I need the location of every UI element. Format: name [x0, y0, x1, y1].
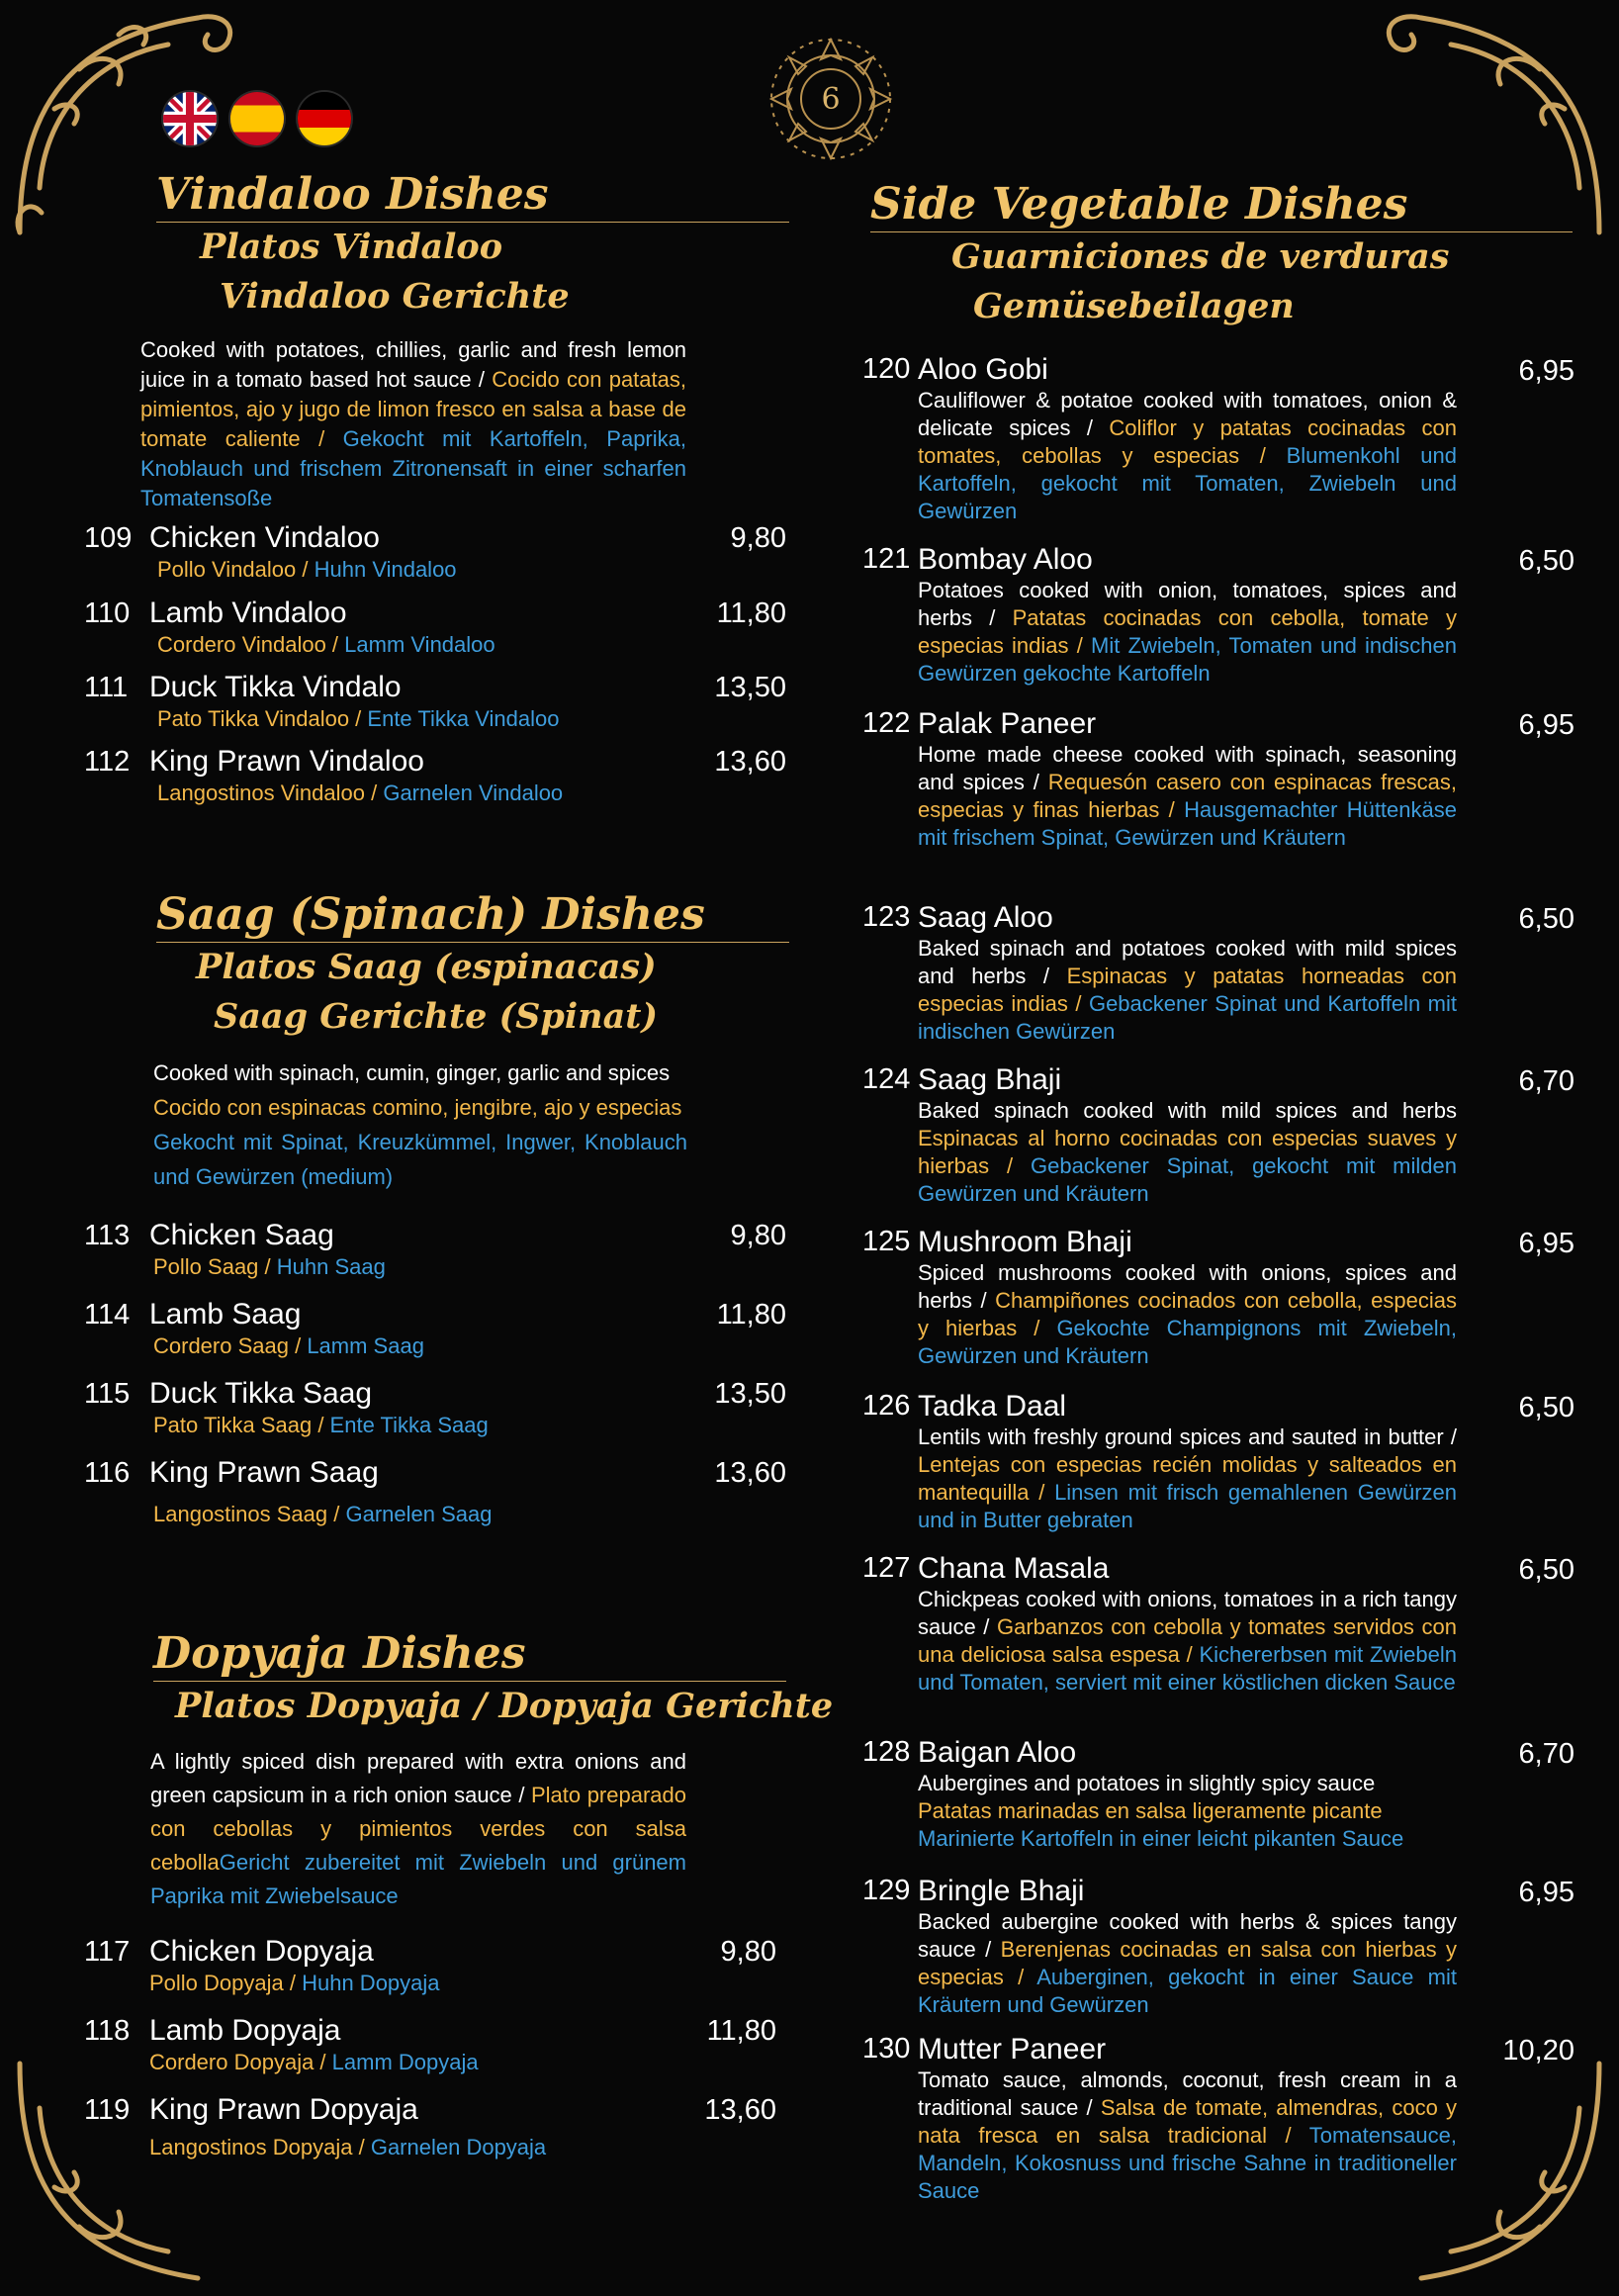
- item-name: Duck Tikka Saag: [149, 1377, 373, 1410]
- item-number: 126: [862, 1390, 911, 1422]
- menu-item[interactable]: [84, 521, 786, 597]
- item-translation: Langostinos Vindaloo / Garnelen Vindaloo: [157, 781, 564, 805]
- section-subtitle-de: Saag Gerichte (Spinat): [214, 996, 659, 1037]
- item-name: Chicken Saag: [149, 1219, 334, 1251]
- item-price: 6,95: [1518, 1877, 1574, 1908]
- menu-item[interactable]: [84, 2093, 786, 2178]
- item-translation: Cordero Dopyaja / Lamm Dopyaja: [149, 2050, 479, 2074]
- item-translation: Cordero Saag / Lamm Saag: [153, 1333, 424, 1358]
- menu-item[interactable]: [862, 1063, 1574, 1226]
- section-subtitle-de: Gemüsebeilagen: [973, 286, 1295, 326]
- item-number: 117: [84, 1936, 131, 1968]
- item-translation: Pollo Vindaloo / Huhn Vindaloo: [157, 557, 457, 582]
- item-description: Baked spinach cooked with mild spices and herbs Espinacas al horno cocinadas con especias suaves y hierbas / Gebackener Spinat, gekocht mit milden Gewürzen und Kräutern: [918, 1098, 1457, 1206]
- item-price: 6,50: [1518, 1392, 1574, 1424]
- item-number: 114: [84, 1299, 131, 1331]
- item-number: 128: [862, 1736, 911, 1768]
- menu-item[interactable]: [862, 2033, 1574, 2201]
- item-description: Home made cheese cooked with spinach, seasoning and spices / Requesón casero con espinacas frescas, especias y finas hierbas / Hausgemachter Hüttenkäse mit frischem Spinat, Gewürzen und Kräutern: [918, 742, 1457, 850]
- item-translation: Langostinos Saag / Garnelen Saag: [153, 1502, 493, 1526]
- item-description: Tomato sauce, almonds, coconut, fresh cream in a traditional sauce / Salsa de tomate, almendras, coco y nata fresca en salsa tradicional / Tomatensauce, Mandeln, Kokosnuss und frische Sahne in traditioneller Sauce: [918, 2067, 1458, 2203]
- item-name: Chicken Vindaloo: [149, 521, 380, 554]
- item-name: Lamb Saag: [149, 1298, 302, 1331]
- item-price: 13,60: [704, 2094, 776, 2126]
- item-name: Saag Aloo: [918, 901, 1053, 934]
- menu-item[interactable]: [862, 707, 1574, 901]
- item-number: 130: [862, 2033, 911, 2065]
- item-description: Lentils with freshly ground spices and sauted in butter / Lentejas con especias recién molidas y salteados en mantequilla / Linsen mit frisch gemahlenen Gewürzen und in Butter gebraten: [918, 1424, 1457, 1532]
- dopyaja-section: [84, 1628, 834, 1913]
- item-number: 118: [84, 2015, 131, 2047]
- germany-flag-icon[interactable]: [298, 92, 351, 145]
- item-description: Chickpeas cooked with onions, tomatoes in a rich tangy sauce / Garbanzos con cebolla y tomates servidos con una deliciosa salsa espesa / Kichererbsen mit Zwiebeln und Tomaten, serviert mit einer köstlichen dicken Sauce: [918, 1587, 1457, 1695]
- menu-item[interactable]: [84, 1456, 786, 1541]
- item-price: 9,80: [730, 1220, 786, 1251]
- menu-item[interactable]: [84, 1219, 786, 1298]
- section-title: Dopyaja Dishes: [153, 1628, 526, 1679]
- item-price: 6,95: [1518, 355, 1574, 387]
- section-description: Cooked with potatoes, chillies, garlic and fresh lemon juice in a tomato based hot sauce / Cocido con patatas, pimientos, ajo y jugo de limon fresco en salsa a base de tomate caliente / Gekocht mit Kartoffeln, Paprika, Knoblauch und frischem Zitronensaft in einer scharfen Tomatensoße: [140, 337, 686, 510]
- item-name: Lamb Dopyaja: [149, 2014, 341, 2047]
- item-name: Chicken Dopyaja: [149, 1935, 374, 1968]
- page-number-medallion: [757, 25, 905, 173]
- item-name: Palak Paneer: [918, 707, 1097, 740]
- menu-item[interactable]: [84, 597, 786, 671]
- saag-section: [84, 890, 786, 1194]
- item-name: Tadka Daal: [918, 1390, 1067, 1423]
- section-subtitle: Platos Dopyaja / Dopyaja Gerichte: [175, 1686, 834, 1726]
- item-number: 111: [84, 672, 129, 703]
- menu-item[interactable]: [84, 2014, 786, 2093]
- menu-item[interactable]: [84, 1935, 786, 2014]
- item-price: 13,50: [714, 1378, 786, 1410]
- item-price: 9,80: [730, 522, 786, 554]
- item-name: Duck Tikka Vindalo: [149, 671, 402, 703]
- item-name: Bringle Bhaji: [918, 1875, 1085, 1907]
- item-price: 13,60: [714, 746, 786, 778]
- menu-item[interactable]: [84, 1377, 786, 1456]
- vindaloo-items: [84, 521, 786, 819]
- saag-items: [84, 1219, 786, 1541]
- item-name: King Prawn Saag: [149, 1456, 379, 1489]
- menu-item[interactable]: [84, 745, 786, 819]
- spain-flag-icon[interactable]: [230, 92, 284, 145]
- side-vegetable-items: [862, 353, 1574, 2201]
- item-name: Baigan Aloo: [918, 1736, 1077, 1769]
- item-description: Spiced mushrooms cooked with onions, spices and herbs / Champiñones cocinados con cebolla, especias y hierbas / Gekochte Champignons mit Zwiebeln, Gewürzen und Kräutern: [918, 1260, 1457, 1368]
- menu-item[interactable]: [862, 1552, 1574, 1736]
- language-flags: [163, 92, 351, 145]
- item-price: 6,50: [1518, 1554, 1574, 1586]
- item-number: 122: [862, 707, 911, 739]
- item-price: 11,80: [716, 597, 786, 629]
- item-number: 109: [84, 522, 133, 554]
- item-number: 125: [862, 1226, 911, 1257]
- item-price: 11,80: [716, 1299, 786, 1331]
- item-translation: Pollo Saag / Huhn Saag: [153, 1254, 386, 1279]
- menu-item[interactable]: [862, 353, 1574, 543]
- item-number: 110: [84, 597, 131, 629]
- section-title: Saag (Spinach) Dishes: [156, 889, 705, 940]
- section-description: A lightly spiced dish prepared with extra onions and green capsicum in a rich onion sauce / Plato preparado con cebollas y pimientos verdes con salsa cebollaGericht zubereitet mit Zwiebeln und grünem Paprika mit Zwiebelsauce: [150, 1749, 686, 1908]
- item-number: 129: [862, 1875, 911, 1906]
- item-translation: Cordero Vindaloo / Lamm Vindaloo: [157, 632, 495, 657]
- item-price: 9,80: [720, 1936, 776, 1968]
- section-title: Vindaloo Dishes: [156, 169, 549, 220]
- item-price: 13,50: [714, 672, 786, 703]
- menu-item[interactable]: [862, 1226, 1574, 1390]
- item-name: Bombay Aloo: [918, 543, 1093, 576]
- item-number: 119: [84, 2094, 131, 2126]
- item-number: 124: [862, 1063, 911, 1095]
- item-name: Chana Masala: [918, 1552, 1110, 1585]
- item-number: 115: [84, 1378, 131, 1410]
- item-name: Mutter Paneer: [918, 2033, 1107, 2066]
- item-price: 6,50: [1518, 545, 1574, 577]
- item-price: 6,95: [1518, 1228, 1574, 1259]
- item-price: 11,80: [706, 2015, 776, 2047]
- item-name: Saag Bhaji: [918, 1063, 1062, 1096]
- menu-item[interactable]: [84, 1298, 786, 1377]
- item-number: 123: [862, 901, 911, 933]
- item-description: Baked spinach and potatoes cooked with mild spices and herbs / Espinacas y patatas horneadas con especias indias / Gebackener Spinat und Kartoffeln mit indischen Gewürzen: [918, 936, 1458, 1044]
- item-name: King Prawn Dopyaja: [149, 2093, 418, 2126]
- item-number: 121: [862, 543, 911, 575]
- item-description: Aubergines and potatoes in slightly spicy sauce Patatas marinadas en salsa ligeramente picante Marinierte Kartoffeln in einer leicht pikanten Sauce: [918, 1771, 1404, 1851]
- item-number: 113: [84, 1220, 131, 1251]
- menu-item[interactable]: [84, 671, 786, 745]
- menu-item[interactable]: [862, 901, 1574, 1063]
- item-price: 6,70: [1518, 1065, 1574, 1097]
- item-name: King Prawn Vindaloo: [149, 745, 424, 778]
- item-number: 120: [862, 353, 911, 385]
- item-name: Mushroom Bhaji: [918, 1226, 1132, 1258]
- item-price: 6,50: [1518, 903, 1574, 935]
- item-price: 13,60: [714, 1457, 786, 1489]
- section-title: Side Vegetable Dishes: [870, 179, 1408, 230]
- item-price: 6,70: [1518, 1738, 1574, 1770]
- menu-item[interactable]: [862, 1390, 1574, 1552]
- item-translation: Pato Tikka Vindaloo / Ente Tikka Vindaloo: [157, 706, 560, 731]
- menu-item[interactable]: [862, 1736, 1574, 1875]
- item-translation: Pollo Dopyaja / Huhn Dopyaja: [149, 1971, 440, 1995]
- menu-item[interactable]: [862, 543, 1574, 707]
- uk-flag-icon[interactable]: [163, 92, 217, 145]
- item-price: 6,95: [1518, 709, 1574, 741]
- item-translation: Langostinos Dopyaja / Garnelen Dopyaja: [149, 2135, 547, 2159]
- page-number: 6: [821, 81, 841, 117]
- dopyaja-items: [84, 1935, 786, 2178]
- item-description: Backed aubergine cooked with herbs & spices tangy sauce / Berenjenas cocinadas en salsa con hierbas y especias / Auberginen, gekocht in einer Sauce mit Kräutern und Gewürzen: [918, 1909, 1457, 2017]
- section-subtitle-es: Guarniciones de verduras: [951, 236, 1450, 277]
- item-number: 112: [84, 746, 131, 778]
- section-subtitle-de: Vindaloo Gerichte: [220, 276, 570, 317]
- item-name: Aloo Gobi: [918, 353, 1048, 386]
- item-price: 10,20: [1502, 2035, 1574, 2066]
- section-description: Cooked with spinach, cumin, ginger, garlic and spices Cocido con espinacas comino, jengibre, ajo y especias Gekocht mit Spinat, Kreuzkümmel, Ingwer, Knoblauch und Gewürzen (medium): [153, 1060, 687, 1189]
- item-description: Cauliflower & potatoe cooked with tomatoes, onion & delicate spices / Coliflor y patatas cocinadas con tomates, cebollas y especias / Blumenkohl und Kartoffeln, gekocht mit Tomaten, Zwiebeln und Gewürzen: [918, 388, 1457, 523]
- item-number: 127: [862, 1552, 911, 1584]
- section-subtitle-es: Platos Vindaloo: [200, 227, 503, 267]
- item-number: 116: [84, 1457, 131, 1489]
- side-vegetable-section: [862, 180, 1574, 331]
- section-subtitle-es: Platos Saag (espinacas): [196, 947, 657, 987]
- item-description: Potatoes cooked with onion, tomatoes, spices and herbs / Patatas cocinadas con cebolla, tomate y especias indias / Mit Zwiebeln, Tomaten und indischen Gewürzen gekochte Kartoffeln: [918, 578, 1457, 686]
- item-translation: Pato Tikka Saag / Ente Tikka Saag: [153, 1413, 489, 1437]
- item-name: Lamb Vindaloo: [149, 597, 347, 629]
- menu-item[interactable]: [862, 1875, 1574, 2033]
- vindaloo-section: [84, 170, 786, 513]
